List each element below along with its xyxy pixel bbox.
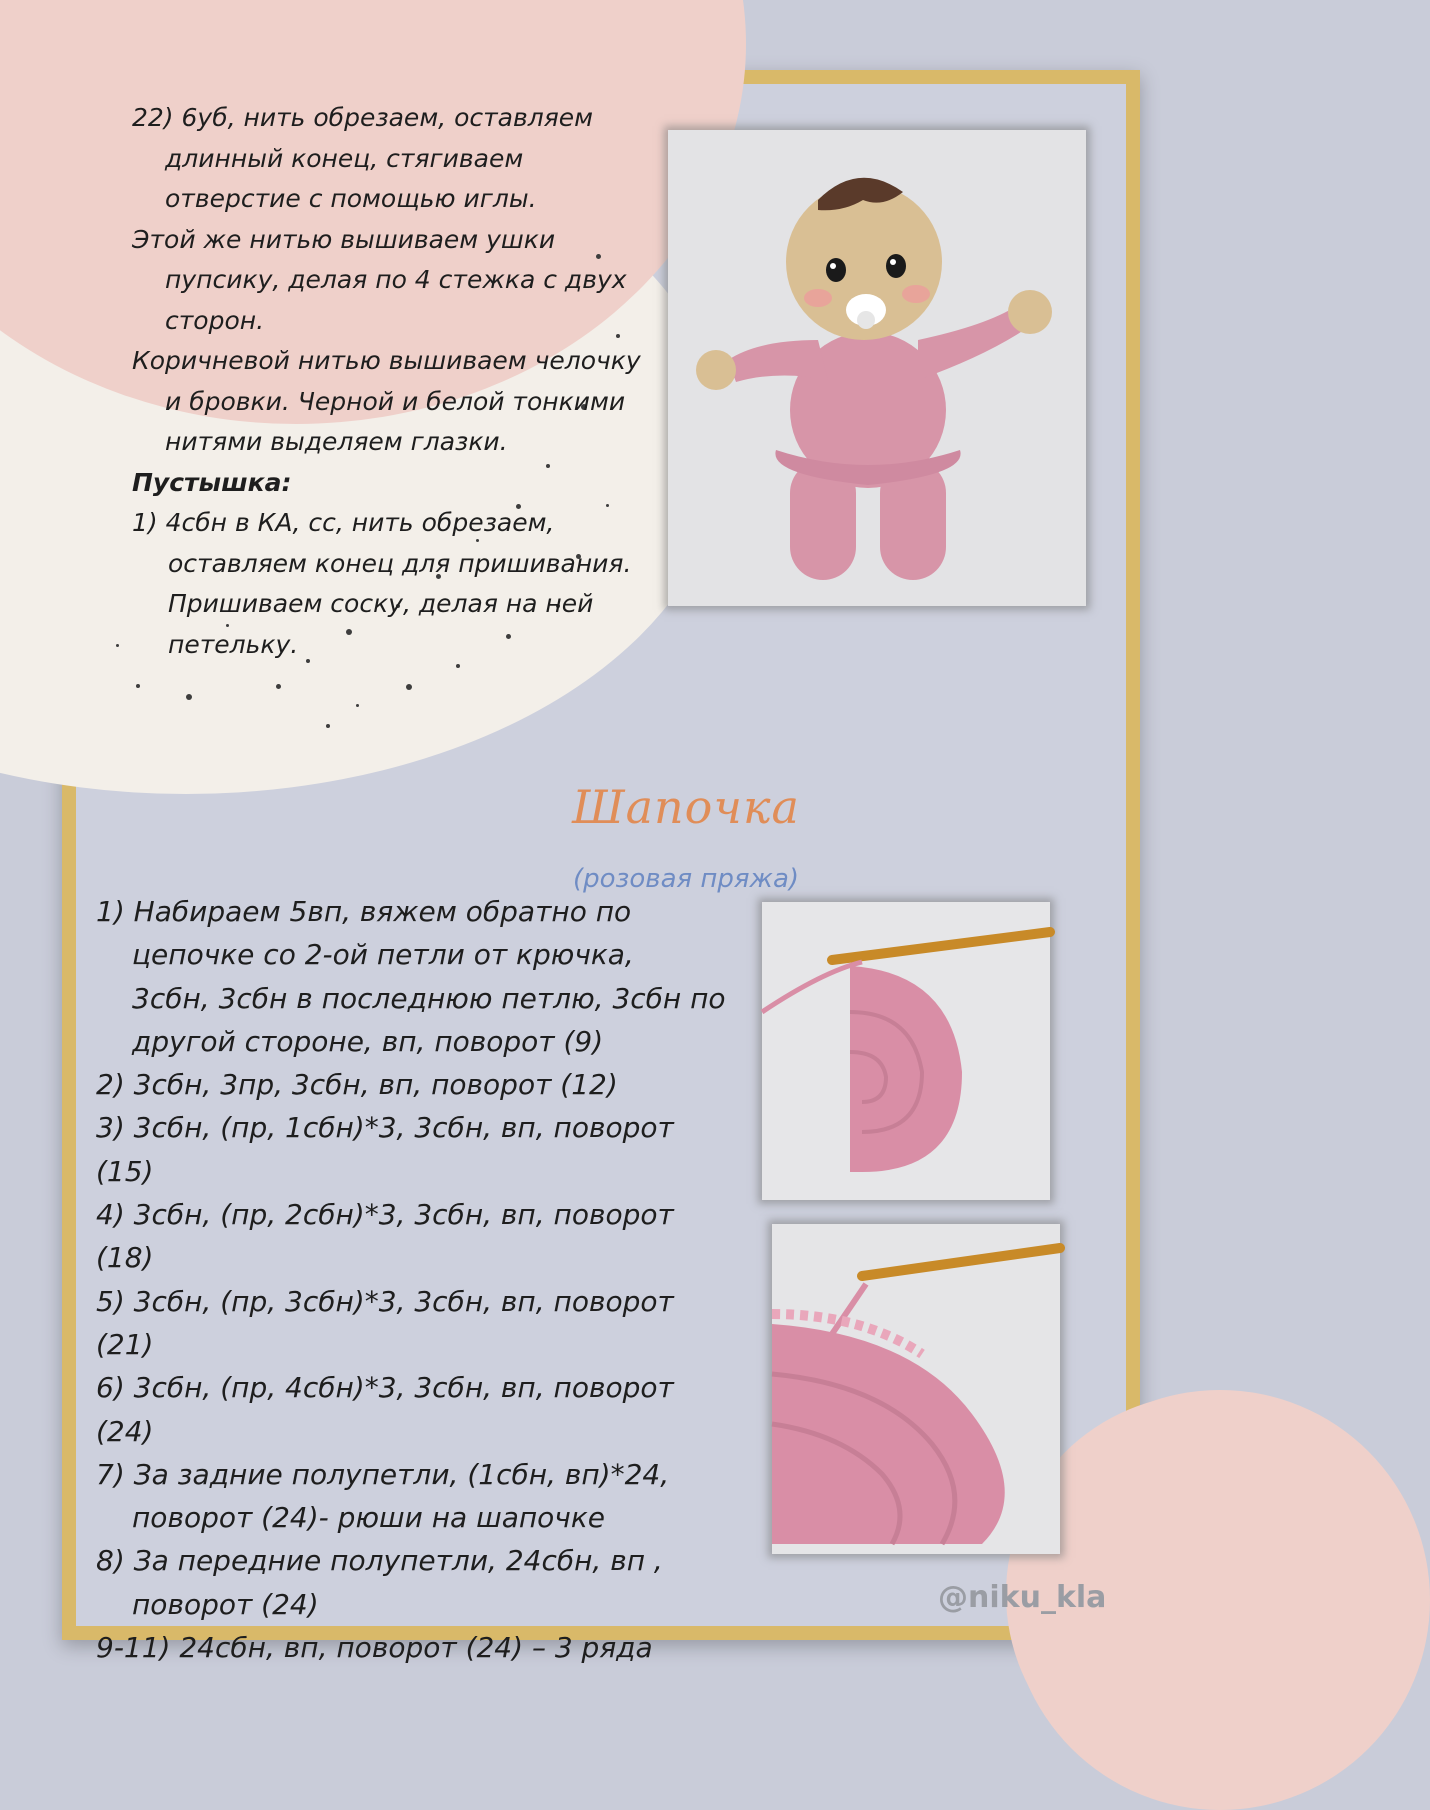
text-line: поворот (24): [132, 1587, 319, 1621]
speckle: [326, 724, 330, 728]
text-line: петельку.: [168, 629, 299, 659]
speckle: [186, 694, 192, 700]
hat-step-3: 3) 3сбн, (пр, 1сбн)*3, 3сбн, вп, поворот (15): [96, 1111, 674, 1188]
text-line: поворот (24)- рюши на шапочке: [132, 1501, 605, 1535]
speckle: [136, 684, 140, 688]
text-line: Коричневой нитью вышиваем челочку: [132, 346, 641, 375]
text-line: другой стороне, вп, поворот (9): [132, 1024, 604, 1058]
text-line: и бровки. Черной и белой тонкими: [165, 386, 626, 416]
crochet-hat-ruffle-image: [772, 1224, 1060, 1554]
watermark: @niku_kla: [938, 1580, 1107, 1615]
hat-photo-2: [772, 1224, 1060, 1554]
hat-step-9-11: 9-11) 24сбн, вп, поворот (24) – 3 ряда: [96, 1631, 653, 1665]
hat-step-7: [96, 1453, 736, 1540]
text-line: 8) За передние полупетли, 24сбн, вп ,: [96, 1544, 663, 1578]
text-line: длинный конец, стягиваем: [165, 143, 524, 173]
pattern-page: [76, 84, 1126, 1665]
text-line: отверстие с помощью иглы.: [165, 184, 537, 213]
text-line: 22) 6уб, нить обрезаем, оставляем: [132, 103, 593, 132]
text-line: 1) Набираем 5вп, вяжем обратно по: [96, 895, 632, 928]
text-line: сторон.: [165, 305, 265, 335]
pacifier-step: [132, 503, 672, 665]
text-line: 7) За задние полупетли, (1сбн, вп)*24,: [96, 1457, 670, 1491]
crochet-hat-image: [762, 902, 1050, 1200]
text-line: пупсику, делая по 4 стежка с двух: [165, 265, 627, 294]
text-line: Этой же нитью вышиваем ушки: [132, 224, 556, 254]
doll-photo: [668, 130, 1086, 606]
text-line: Пришиваем соску, делая на ней: [168, 589, 594, 618]
crochet-doll-image: [668, 130, 1086, 606]
hat-step-8: [96, 1539, 736, 1626]
speckle: [116, 644, 119, 647]
hat-step-2: 2) 3сбн, 3пр, 3сбн, вп, поворот (12): [96, 1068, 618, 1102]
pacifier-heading: Пустышка:: [132, 467, 292, 497]
text-line: 1) 4сбн в КА, сс, нить обрезаем,: [132, 508, 555, 537]
hat-step-5: 5) 3сбн, (пр, 3сбн)*3, 3сбн, вп, поворот (21): [96, 1284, 674, 1361]
hat-step-4: 4) 3сбн, (пр, 2сбн)*3, 3сбн, вп, поворот (18): [96, 1198, 674, 1275]
section-title: Шапочка: [572, 780, 800, 834]
intro-step-22: [132, 98, 672, 220]
intro-instructions: [132, 98, 672, 665]
text-line: цепочке со 2-ой петли от крючка,: [132, 938, 634, 972]
hat-step-6: 6) 3сбн, (пр, 4сбн)*3, 3сбн, вп, поворот (24): [96, 1371, 674, 1448]
text-line: оставляем конец для пришивания.: [168, 548, 632, 578]
hat-photo-1: [762, 902, 1050, 1200]
text-line: нитями выделяем глазки.: [165, 427, 508, 456]
hat-step-1: [96, 890, 736, 1063]
text-line: 3сбн, 3сбн в последнюю петлю, 3сбн по: [132, 981, 726, 1015]
section-subtitle: (розовая пряжа): [572, 864, 800, 894]
intro-step-ears: [132, 220, 672, 342]
speckle: [356, 704, 359, 707]
hat-instructions: [96, 890, 736, 1669]
speckle: [406, 684, 412, 690]
speckle: [276, 684, 281, 689]
intro-step-face: [132, 341, 672, 463]
